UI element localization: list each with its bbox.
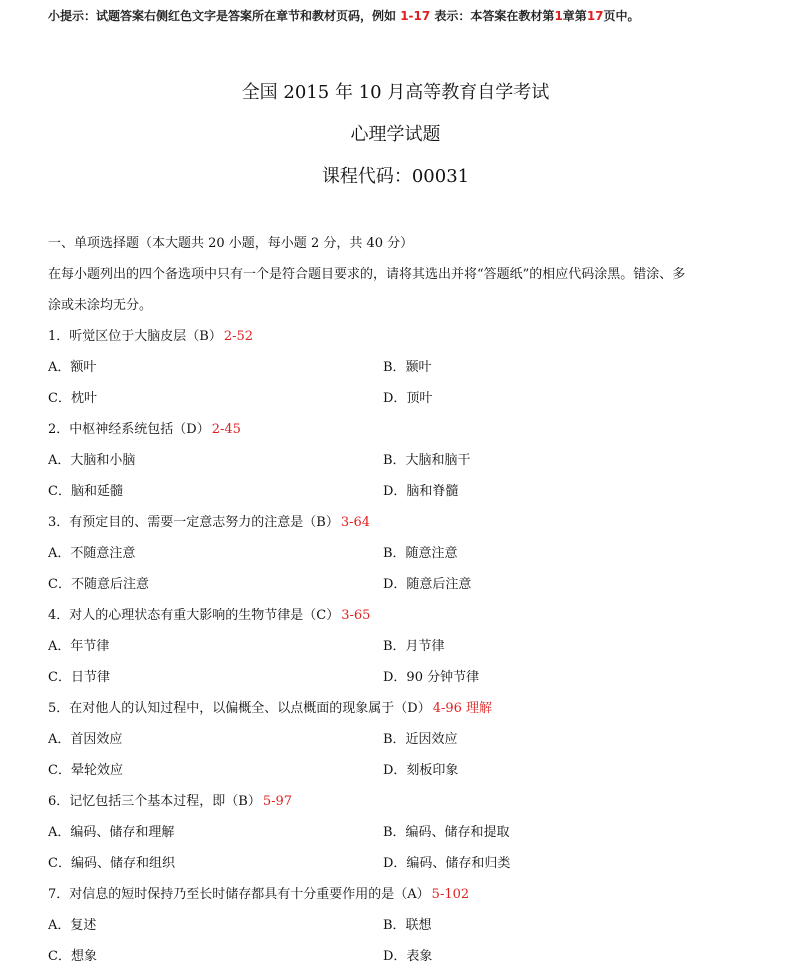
question-text: 7．对信息的短时保持乃至长时储存都具有十分重要作用的是（A） <box>48 887 430 902</box>
option-c: C．枕叶 <box>48 391 97 406</box>
option-d: D．顶叶 <box>383 391 433 406</box>
option-a: A．额叶 <box>48 360 97 375</box>
option-a: A．编码、储存和理解 <box>48 825 175 840</box>
instruction-line-1: 在每小题列出的四个备选项中只有一个是符合题目要求的，请将其选出并将“答题纸”的相应代码涂黑。错涂、多 <box>48 267 686 282</box>
answer-reference: 4-96 理解 <box>432 701 493 716</box>
course-code: 课程代码：00031 <box>321 166 470 187</box>
tip-text-middle: 表示：本答案在教材第 <box>434 9 555 23</box>
option-d: D．随意后注意 <box>383 577 472 592</box>
option-a: A．不随意注意 <box>48 546 136 561</box>
tip-text-mid2: 章第 <box>562 9 587 23</box>
option-b: B．联想 <box>383 918 432 933</box>
option-b: B．大脑和脑干 <box>383 453 471 468</box>
tip-chapter: 1 <box>554 9 563 23</box>
option-a: A．复述 <box>48 918 97 933</box>
option-c: C．日节律 <box>48 670 110 685</box>
option-b: B．随意注意 <box>383 546 458 561</box>
tip-page: 17 <box>586 9 604 23</box>
question-text: 2．中枢神经系统包括（D） <box>48 422 210 437</box>
answer-reference: 2-45 <box>211 422 241 437</box>
question-stem <box>48 697 492 716</box>
option-c: C．脑和延髓 <box>48 484 123 499</box>
option-b: B．编码、储存和提取 <box>383 825 510 840</box>
instruction-line-2: 涂或未涂均无分。 <box>48 298 153 313</box>
option-c: C．编码、储存和组织 <box>48 856 175 871</box>
question-text: 3．有预定目的、需要一定意志努力的注意是（B） <box>48 515 339 530</box>
question-stem <box>48 883 469 902</box>
question-text: 1．听觉区位于大脑皮层（B） <box>48 329 222 344</box>
option-d: D．表象 <box>383 949 433 964</box>
option-b: B．颞叶 <box>383 360 432 375</box>
option-b: B．近因效应 <box>383 732 458 747</box>
option-c: C．不随意后注意 <box>48 577 149 592</box>
option-c: C．晕轮效应 <box>48 763 123 778</box>
section-title: 一、单项选择题（本大题共 20 小题，每小题 2 分，共 40 分） <box>48 236 414 251</box>
option-d: D．脑和脊髓 <box>383 484 459 499</box>
question-text: 4．对人的心理状态有重大影响的生物节律是（C） <box>48 608 340 623</box>
question-stem <box>48 418 241 437</box>
tip-text: 小提示：试题答案右侧红色文字是答案所在章节和教材页码，例如 <box>48 9 397 23</box>
answer-reference: 3-65 <box>341 608 371 623</box>
option-a: A．年节律 <box>48 639 110 654</box>
answer-reference: 5-97 <box>262 794 293 809</box>
subject-title: 心理学试题 <box>350 124 441 145</box>
question-stem <box>48 604 370 623</box>
question-text: 5．在对他人的认知过程中，以偏概全、以点概面的现象属于（D） <box>48 701 431 716</box>
question-stem <box>48 790 292 809</box>
option-d: D．编码、储存和归类 <box>383 856 511 871</box>
option-c: C．想象 <box>48 949 97 964</box>
exam-title: 全国 2015 年 10 月高等教育自学考试 <box>241 82 550 103</box>
question-text: 6．记忆包括三个基本过程，即（B） <box>48 794 261 809</box>
option-a: A．首因效应 <box>48 732 123 747</box>
answer-reference: 3-64 <box>340 515 371 530</box>
option-a: A．大脑和小脑 <box>48 453 136 468</box>
option-d: D．刻板印象 <box>383 763 459 778</box>
answer-reference: 2-52 <box>223 329 254 344</box>
question-stem <box>48 325 253 344</box>
answer-reference: 5-102 <box>431 887 470 902</box>
option-b: B．月节律 <box>383 639 445 654</box>
tip-banner <box>48 7 640 24</box>
tip-example: 1-17 <box>400 9 431 23</box>
tip-text-suffix: 页中。 <box>603 9 640 23</box>
option-d: D．90 分钟节律 <box>383 670 480 685</box>
question-stem <box>48 511 370 530</box>
